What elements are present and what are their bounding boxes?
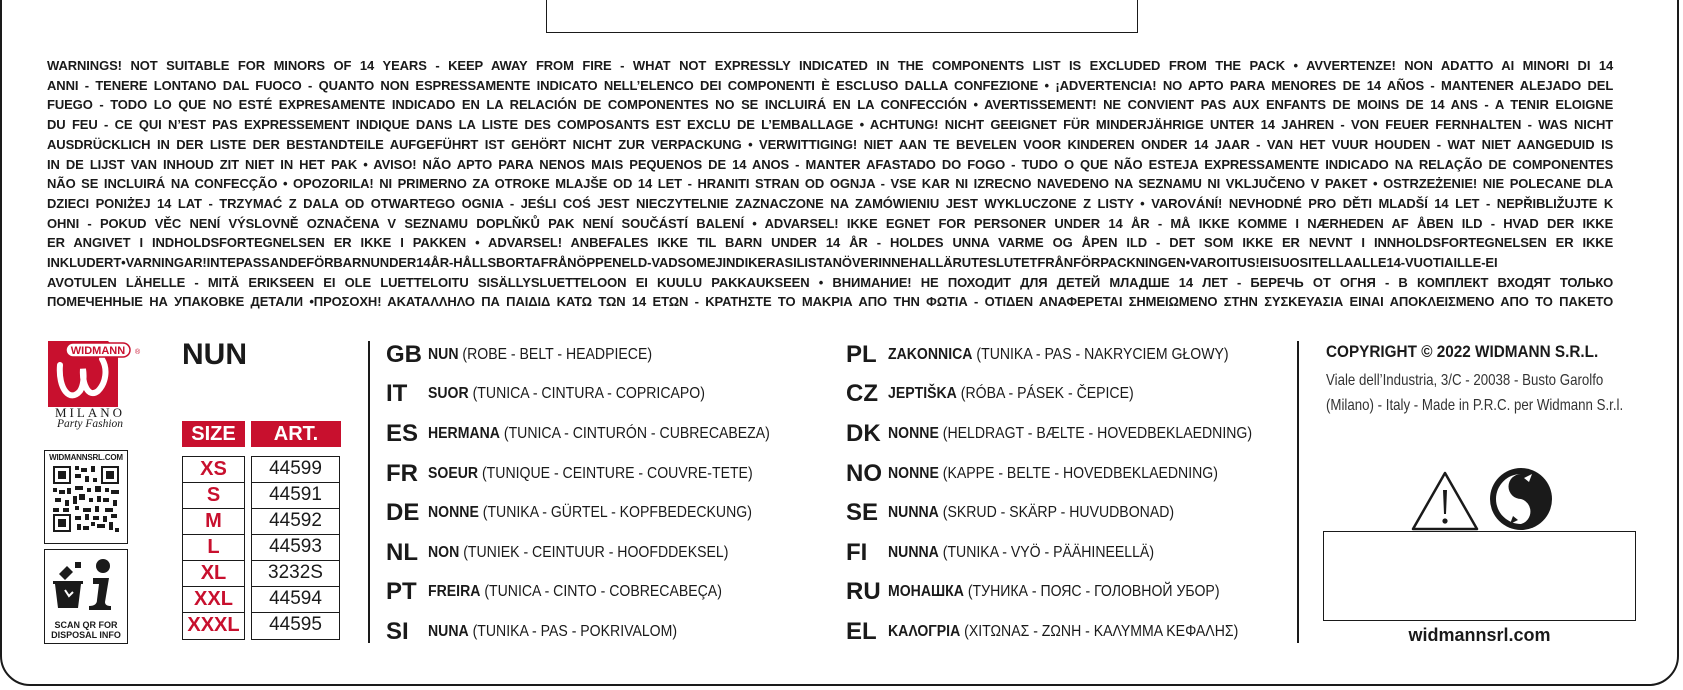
size-cell: XL xyxy=(182,560,245,586)
warning-line: ER ANGIVET I INDHOLDSFORTEGNELSEN ER IKKE I PAKKEN • ADVARSEL! ANBEFALES IKKE TIL BARN UNDER 14 ÅR - HOLDES UNNA VARME OG ÅPEN ILD - DET SOM IKKE ER NEVNT I INNHOLDSFORTEGNELSEN ER IKKE xyxy=(47,235,1614,251)
lang-desc: (SKRUD - SKÄRP - HUVUDBONAD) xyxy=(942,504,1175,522)
lang-code: NO xyxy=(846,459,882,487)
languages-left xyxy=(386,335,816,652)
size-cell: XXL xyxy=(182,586,245,612)
lang-row xyxy=(846,375,1302,415)
lang-row xyxy=(386,454,816,494)
lang-desc: (TUNICA - CINTURA - COPRICAPO) xyxy=(472,385,705,403)
warning-triangle-icon xyxy=(1410,470,1480,532)
lang-name: SUOR xyxy=(428,385,469,403)
article-cell: 44599 xyxy=(251,456,340,482)
warning-line: ANNI - TENERE LONTANO DAL FUOCO - QUANTO NON ESPRESSAMENTE INDICATO NELL’ELENCO DEI COMPONENTI È ESCLUSO DALLA CONFEZIONE • ¡ADVERTENCIA! NO APTO PARA MENORES DE 14 AÑOS - MANTENER ALEJADO DEL xyxy=(47,77,1614,93)
lang-code: CZ xyxy=(846,380,878,408)
lang-code: FI xyxy=(846,538,868,566)
lang-text xyxy=(888,583,1220,601)
lang-text xyxy=(888,623,1238,641)
warning-line: AVOTULEN LÄHELLE - MITÄ ERIKSEEN EI OLE LUETTELOITU SISÄLLYSLUETTELOON EI KUULU PAKKAUKSEEN • ВНИМАНИЕ! НЕ ПОХОДИТ ДЛЯ ДЕТЕЙ МЛАДШЕ 14 ЛЕТ - БЕРЕЧЬ ОТ ОГНЯ - В КОМПЛЕКТ ВХОДЯТ ТОЛЬКО xyxy=(47,274,1614,290)
size-cell: XS xyxy=(182,456,245,482)
article-cell: 3232S xyxy=(251,560,340,586)
size-header: SIZE xyxy=(182,421,245,447)
warning-line: DU FEU - CE QUI N’EST PAS EXPRESSEMENT INDIQUE DANS LA LISTE DES COMPOSANTS EST EXCLU DE L’EMBALLAGE • ACHTUNG! NICHT GEEIGNET FÜR MINDERJÄHRIGE UNTER 14 JAHREN - VON FEUER FERNHALTEN - WAS NICHT xyxy=(47,117,1614,133)
warnings-text xyxy=(47,56,1613,312)
divider xyxy=(368,341,370,643)
lang-code: PL xyxy=(846,340,877,368)
lang-text xyxy=(428,583,722,601)
lang-text xyxy=(888,346,1229,364)
lang-row xyxy=(386,612,816,652)
lang-text xyxy=(888,385,1134,403)
size-cell: XXXL xyxy=(182,612,245,640)
lang-name: HERMANA xyxy=(428,424,500,442)
lang-code: EL xyxy=(846,617,877,645)
lang-desc: (ΧΙΤΩΝΑΣ - ΖΩΝΗ - ΚΑΛΥΜΜΑ ΚΕΦΑΛΗΣ) xyxy=(964,622,1239,640)
lang-row xyxy=(386,335,816,375)
lang-desc: (KAPPE - BELTE - HOVEDBEKLAEDNING) xyxy=(942,464,1218,482)
bin-lid xyxy=(53,581,83,584)
lang-name: NUNNA xyxy=(888,504,939,522)
disposal-caption xyxy=(45,620,127,640)
brand-tagline: Party Fashion xyxy=(56,418,124,430)
lang-name: JEPTIŠKA xyxy=(888,385,957,403)
address-line: Viale dell’Industria, 3/C - 20038 - Busto Garolfo xyxy=(1326,372,1604,389)
article-column xyxy=(251,456,340,640)
lang-row xyxy=(846,533,1302,573)
lang-name: ZAKONNICA xyxy=(888,345,973,363)
lang-name: FREIRA xyxy=(428,583,481,601)
lang-desc: (TUNIKA - PAS - NAKRYCIEM GŁOWY) xyxy=(976,345,1229,363)
qr-code-icon[interactable] xyxy=(53,466,119,532)
lang-name: ΚΑΛΟΓΡΙΑ xyxy=(888,622,961,640)
lang-code: GB xyxy=(386,340,422,368)
lang-code: SE xyxy=(846,499,879,527)
lang-desc: (ROBE - BELT - HEADPIECE) xyxy=(462,345,653,363)
article-header: ART. xyxy=(251,421,341,447)
size-cell: L xyxy=(182,534,245,560)
lang-desc: (HELDRAGT - BÆLTE - HOVEDBEKLAEDNING) xyxy=(942,424,1253,442)
lang-desc: (TUNIEK - CEINTUUR - HOOFDDEKSEL) xyxy=(463,543,729,561)
lang-row xyxy=(846,612,1302,652)
blank-label-box xyxy=(1323,531,1636,621)
lang-desc: (TUNIQUE - CEINTURE - COUVRE-TETE) xyxy=(481,464,753,482)
lang-row xyxy=(846,454,1302,494)
lang-row xyxy=(386,533,816,573)
warning-line: FUEGO - TODO LO QUE NO ESTÉ EXPRESAMENTE INDICADO EN LA RELACIÓN DE COMPONENTES NO SE INCLUIRÁ EN LA CONFECCIÓN • AVERTISSEMENT! NE CONVIENT PAS AUX ENFANTS DE MOINS DE 14 ANS - A TENIR ELOIGNE xyxy=(47,97,1614,113)
lang-row xyxy=(846,573,1302,613)
logo-registered: ® xyxy=(135,349,141,356)
disposal-info-icon xyxy=(45,552,129,612)
lang-name: NONNE xyxy=(888,424,939,442)
warning-line: OHNI - POKUD VĚC NENÍ VÝSLOVNĚ OZNAČENA V SEZNAMU DOPLŇKŮ PAK NENÍ SOUČÁSTÍ BALENÍ • ADVARSEL! IKKE EGNET FOR PERSONER UNDER 14 ÅR - MÅ IKKE KOMME I NÆRHEDEN AF ÅBEN ILD - HVAD DER IKKE xyxy=(47,215,1614,231)
lang-code: IT xyxy=(386,380,408,408)
lang-name: NUNNA xyxy=(888,543,939,561)
website-link[interactable]: widmannsrl.com xyxy=(1408,625,1551,645)
lang-desc: (TUNICA - CINTO - COBRECABEÇA) xyxy=(484,583,722,601)
paper-piece xyxy=(75,562,81,568)
article-cell: 44593 xyxy=(251,534,340,560)
warning-line: IN DE LIJST VAN INHOUD ZIT NIET IN HET PAK • AVISO! NÃO APTO PARA NENOS MAIS PEQUENOS DE 14 ANOS - MANTER AFASTADO DO FOGO - TUDO O QUE NÃO ESTEJA EXPRESSAMENTE INDICADO NA RELAÇÃO DE COMPONENTES xyxy=(47,156,1614,172)
lang-name: NON xyxy=(428,543,460,561)
lang-desc: (TUNIKA - VYÖ - PÄÄHINEELLÄ) xyxy=(942,543,1155,561)
top-label-box xyxy=(546,0,1138,33)
lang-code: FR xyxy=(386,459,418,487)
lang-desc: (TUNICA - CINTURÓN - CUBRECABEZA) xyxy=(503,424,770,442)
lang-row xyxy=(846,414,1302,454)
lang-text xyxy=(428,465,753,483)
lang-code: DE xyxy=(386,499,420,527)
lang-code: RU xyxy=(846,578,881,606)
warning-line: DZIECI PONIŻEJ 14 LAT - TRZYMAĆ Z DALA OD OTWARTEGO OGNIA - JEŚLI COŚ JEST NIECZYTELNIE ZAZNACZONE NA ZAMÓWIENIU JEST WYKLUCZONE Z LISTY • VAROVÁNÍ! NEVHODNÉ PRO DĚTI MLADŠÍ 14 LET - NEPŘIBLIŽUJTE K xyxy=(47,195,1614,211)
warning-line: AUSDRÜCKLICH IN DER LISTE DER BESTANDTEILE AUFGEFÜHRT IST GEHÖRT NICHT ZUR VERPACKUNG • VERWITTIGING! NIET AAN TE BEVELEN VOOR KINDEREN ONDER 14 JAAR - VAN HET VUUR HOUDEN - WAT NIET AANGEDUID IS xyxy=(47,136,1614,152)
lang-text xyxy=(428,623,677,641)
lang-name: NUNA xyxy=(428,622,469,640)
green-dot-icon xyxy=(1488,466,1554,532)
languages-right xyxy=(846,335,1302,652)
qr-url: WIDMANNSRL.COM xyxy=(49,453,123,462)
lang-text xyxy=(428,504,752,522)
warning-line: NÃO SE INCLUIRÁ NA CONFECÇÃO • OPOZORILA! NI PRIMERNO ZA OTROKE MLAJŠE OD 14 LET - HRANITI STRAN OD OGNJA - VSE KAR NI IZRECNO NAVEDENO NA SEZNAMU NI VKLJUČENO V PAKET • OSTRZEŻENIE! NIE POLECANE DLA xyxy=(47,176,1614,192)
lang-row xyxy=(386,414,816,454)
info-stem xyxy=(89,578,111,610)
size-column xyxy=(182,456,245,640)
lang-text xyxy=(428,544,728,562)
lang-code: ES xyxy=(386,419,419,447)
warning-line: WARNINGS! NOT SUITABLE FOR MINORS OF 14 YEARS - KEEP AWAY FROM FIRE - WHAT NOT EXPRESSLY INDICATED IN THE COMPONENTS LIST IS EXCLUDED FROM THE PACK • AVVERTENZE! NON ADATTO AI MINORI DI 14 xyxy=(47,58,1614,73)
lang-row xyxy=(846,493,1302,533)
lang-text xyxy=(428,385,705,403)
paper-piece xyxy=(59,566,73,580)
warning-line: INKLUDERT•VARNINGAR!INTEPASSANDEFÖRBARNUNDER14ÅR-HÅLLSBORTAFRÅNÖPPENELD-VADSOMEJINDIKERASILISTANÖVERINNEHALLÄRUTESLUTETFRÅNFÖRPACKNINGEN•VAROITUS!EISUOSITELLAALLE14-VUOTIAILLE-EI xyxy=(47,255,1498,271)
lang-code: NL xyxy=(386,538,418,566)
lang-text xyxy=(888,425,1252,443)
lang-desc: (ТУНИКА - ПОЯС - ГОЛОВНОЙ УБОР) xyxy=(967,583,1220,601)
lang-text xyxy=(428,425,770,443)
lang-text xyxy=(888,504,1174,522)
article-cell: 44591 xyxy=(251,482,340,508)
address-line: (Milano) - Italy - Made in P.R.C. per Widmann S.r.l. xyxy=(1326,397,1624,414)
qr-box[interactable] xyxy=(44,450,128,544)
disposal-info-box xyxy=(44,549,128,644)
lang-name: NONNE xyxy=(888,464,939,482)
lang-text xyxy=(428,346,652,364)
lang-desc: (TUNIKA - GÜRTEL - KOPFBEDECKUNG) xyxy=(482,504,752,522)
disposal-caption-line: SCAN QR FOR xyxy=(54,620,118,630)
lang-name: NONNE xyxy=(428,504,479,522)
lang-code: DK xyxy=(846,419,881,447)
company-address xyxy=(1326,368,1623,418)
size-cell: M xyxy=(182,508,245,534)
lang-text xyxy=(888,544,1154,562)
copyright: COPYRIGHT © 2022 WIDMANN S.R.L. xyxy=(1326,342,1599,361)
product-name: NUN xyxy=(182,338,247,371)
brand-city: MILANO xyxy=(55,405,125,420)
info-dot xyxy=(96,559,110,573)
article-cell: 44592 xyxy=(251,508,340,534)
lang-row xyxy=(386,493,816,533)
lang-row xyxy=(386,573,816,613)
article-cell: 44594 xyxy=(251,586,340,612)
disposal-caption-line: DISPOSAL INFO xyxy=(51,630,121,640)
lang-text xyxy=(888,465,1218,483)
article-cell: 44595 xyxy=(251,612,340,640)
lang-row xyxy=(386,375,816,415)
lang-desc: (TUNIKA - PAS - POKRIVALOM) xyxy=(472,622,678,640)
size-cell: S xyxy=(182,482,245,508)
warning-line: ПОМЕЧЕННЫЕ НА УПАКОВКЕ ДЕТАЛИ •ΠΡΟΣΟΧΗ! ΑΚΑΤΑΛΛΗΛΟ ΠΑ ΠΑΙΔΙΔ ΚΑΤΩ ΤΩΝ 14 ΕΤΩΝ - ΚΡΑΤΗΣΤΕ ΤΟ ΜΑΚΡΙΑ ΑΠΟ ΤΗΝ ΦΩΤΙΑ - ΟΤΙΔΕΝ ΑΝΑΦΕΡΕΤΑΙ ΣΗΜΕΙΩΜΕΝΟ ΣΤΗΝ ΣΥΣΚΕΥΑΣΙΑ ΕΙΝΑΙ ΑΠΟΚΛΕΙΣΜΕΝΟ ΑΠΟ ΤΟ ΠΑΚΕΤΟ xyxy=(47,294,1614,310)
lang-code: PT xyxy=(386,578,417,606)
lang-row xyxy=(846,335,1302,375)
lang-name: МОНАШКА xyxy=(888,583,964,601)
logo-wordmark: WIDMANN xyxy=(70,345,126,357)
lang-name: NUN xyxy=(428,345,459,363)
lang-name: SOEUR xyxy=(428,464,479,482)
lang-desc: (RÓBA - PÁSEK - ČEPICE) xyxy=(960,385,1134,403)
lang-code: SI xyxy=(386,617,409,645)
